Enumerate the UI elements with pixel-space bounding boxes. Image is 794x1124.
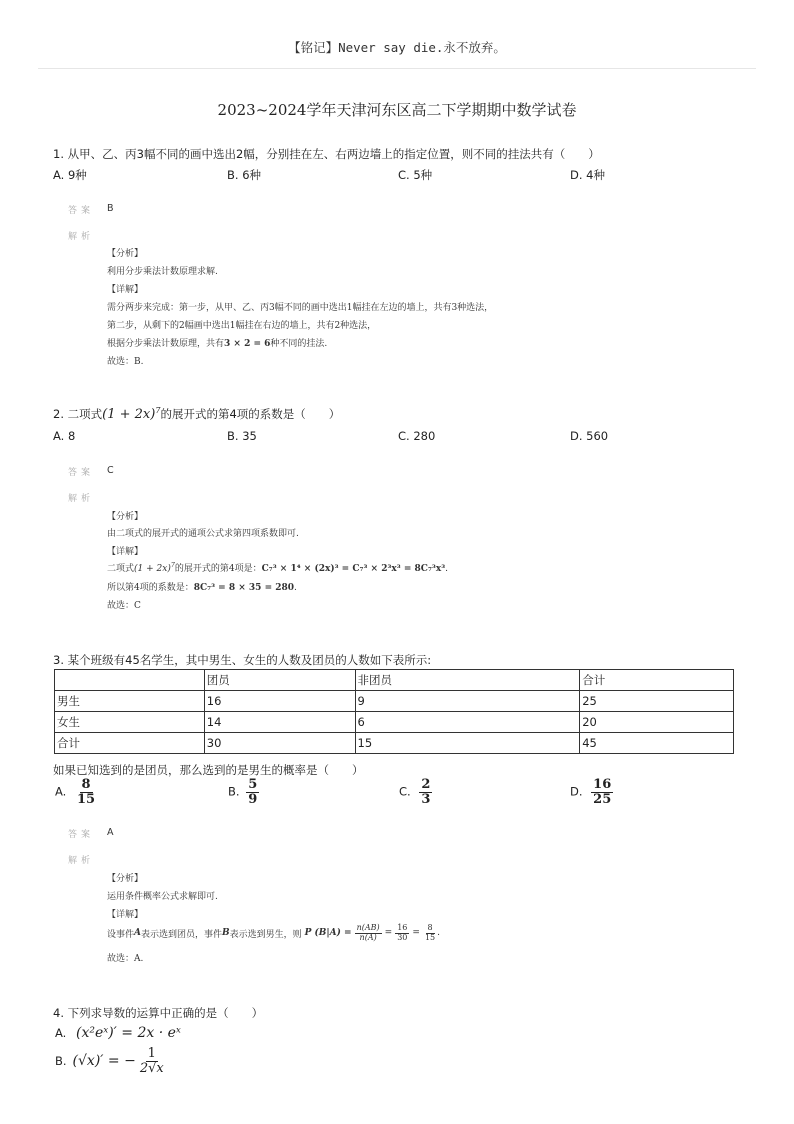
fraction-denominator: n(A) [359, 932, 377, 942]
q3-option-fraction [419, 778, 432, 806]
q1-sol-text: 种不同的挂法. [270, 339, 328, 349]
fraction-denominator: 30 [397, 932, 408, 942]
q2-sol-formula: (1 + 2x) [134, 564, 171, 574]
q1-sol-line: 故选：B. [107, 357, 144, 367]
fraction-numerator: n(AB) [356, 923, 380, 933]
q4-option-a-formula: (x²eˣ)′ = 2x · eˣ [75, 1025, 181, 1041]
table-cell: 30 [204, 733, 355, 754]
table-cell: 14 [204, 712, 355, 733]
q3-sol-fraction [423, 924, 437, 942]
table-header-cell: 非团员 [355, 670, 580, 691]
q3-sol-heading-detail: 【详解】 [107, 910, 144, 920]
q1-stem: 1. 从甲、乙、丙3幅不同的画中选出2幅，分别挂在左、右两边墙上的指定位置，则不同的挂法共有（ ） [53, 147, 600, 161]
fraction-denominator: 3 [421, 791, 431, 807]
q1-sol-line [107, 336, 327, 349]
q3-sol-formula: P (B|A) = [304, 928, 352, 938]
table-header-cell: 团员 [204, 670, 355, 691]
q2-sol-line [107, 580, 297, 593]
header-divider [38, 68, 756, 69]
q4-option-b [55, 1047, 166, 1075]
fraction-numerator: 16 [397, 923, 408, 933]
q2-stem [53, 406, 340, 422]
q2-sol-text: . [445, 564, 449, 574]
q3-sol-line: 运用条件概率公式求解即可. [107, 892, 218, 902]
q1-analysis-label: 解析 [68, 232, 95, 242]
q3-option-d [570, 778, 613, 806]
q3-sol-heading-analysis: 【分析】 [107, 874, 144, 884]
q2-stem-text: 2. 二项式 [53, 407, 103, 421]
q2-option-a: A. 8 [53, 429, 76, 443]
q2-answer-value: C [107, 465, 114, 476]
table-cell: 16 [204, 691, 355, 712]
table-cell: 45 [580, 733, 734, 754]
q2-sol-formula: C₇³ × 1⁴ × (2x)³ = C₇³ × 2³x³ = 8C₇³x³ [261, 564, 446, 574]
q2-sol-line: 由二项式的展开式的通项公式求第四项系数即可. [107, 529, 299, 539]
q1-sol-line: 需分两步来完成：第一步，从甲、乙、丙3幅不同的画中选出1幅挂在左边的墙上，共有3种选法， [107, 303, 494, 313]
q3-option-b [228, 778, 259, 806]
q1-option-c: C. 5种 [398, 168, 433, 182]
fraction-numerator: 2 [421, 777, 431, 792]
q3-answer-label: 答案 [68, 830, 95, 840]
q3-option-a [55, 778, 97, 806]
q2-option-c: C. 280 [398, 429, 436, 443]
q1-sol-formula: 3 × 2 = 6 [224, 339, 271, 349]
q3-sol-text: 表示选到男生，则 [229, 929, 302, 940]
table-header-cell [55, 670, 205, 691]
q3-data-table [54, 669, 734, 754]
q3-question: 如果已知选到的是团员，那么选到的是男生的概率是（ ） [53, 763, 364, 777]
q3-analysis-label: 解析 [68, 856, 95, 866]
q2-sol-text: 所以第4项的系数是： [107, 583, 194, 593]
q3-option-label: B. [228, 784, 240, 799]
q3-sol-text: 设事件 [107, 929, 135, 940]
q3-sol-text: 表示选到团员，事件 [141, 929, 223, 940]
q2-sol-text: . [294, 583, 297, 593]
q2-option-d: D. 560 [570, 429, 609, 443]
q3-option-label: D. [570, 784, 583, 799]
q1-sol-text: 根据分步乘法计数原理，共有 [107, 339, 225, 349]
table-cell: 男生 [55, 691, 205, 712]
q4-option-b-formula: (√x)′ = − [72, 1053, 136, 1070]
q1-option-b: B. 6种 [227, 168, 262, 182]
q1-option-d: D. 4种 [570, 168, 605, 182]
table-cell: 9 [355, 691, 580, 712]
fraction-numerator: 1 [147, 1046, 156, 1061]
table-cell: 女生 [55, 712, 205, 733]
q4-option-label: B. [55, 1054, 67, 1069]
q3-sol-line [107, 919, 440, 947]
q3-sol-equals: = [412, 928, 420, 938]
q2-sol-heading-analysis: 【分析】 [107, 512, 144, 522]
q3-sol-var: A [134, 928, 141, 938]
q2-answer-label: 答案 [68, 468, 95, 478]
q4-option-label: A. [55, 1026, 67, 1040]
q3-option-c [399, 778, 432, 806]
q2-sol-heading-detail: 【详解】 [107, 547, 144, 557]
table-cell: 15 [355, 733, 580, 754]
q3-sol-text: . [437, 928, 441, 938]
q3-sol-equals: = [384, 928, 393, 938]
q1-sol-line: 第二步，从剩下的2幅画中选出1幅挂在右边的墙上，共有2种选法， [107, 321, 377, 331]
q3-option-fraction [75, 778, 97, 806]
q3-sol-fraction [395, 924, 409, 942]
page-title: 2023~2024学年天津河东区高二下学期期中数学试卷 [217, 101, 577, 119]
table-row [55, 712, 734, 733]
q3-sol-fraction [355, 924, 382, 942]
q2-stem-text: 的展开式的第4项的系数是（ ） [160, 407, 341, 421]
q3-option-fraction [591, 778, 613, 806]
q1-sol-line: 利用分步乘法计数原理求解. [107, 267, 218, 277]
q3-option-fraction [246, 778, 259, 806]
fraction-numerator: 16 [593, 777, 612, 792]
q2-sol-exponent: 7 [170, 562, 175, 569]
q2-sol-formula: 8C₇³ = 8 × 35 = 280 [193, 583, 295, 593]
fraction-numerator: 8 [427, 923, 433, 933]
q2-option-b: B. 35 [227, 429, 257, 443]
q4-stem: 4. 下列求导数的运算中正确的是（ ） [53, 1006, 264, 1020]
table-row [55, 733, 734, 754]
q2-analysis-label: 解析 [68, 494, 95, 504]
q1-sol-heading-analysis: 【分析】 [107, 249, 144, 259]
q2-sol-line [107, 561, 448, 574]
q1-option-a: A. 9种 [53, 168, 87, 182]
q2-stem-exponent: 7 [155, 406, 161, 416]
q3-answer-value: A [107, 827, 114, 838]
fraction-denominator: 25 [593, 791, 612, 807]
table-cell: 20 [580, 712, 734, 733]
table-cell: 合计 [55, 733, 205, 754]
q1-answer-label: 答案 [68, 206, 95, 216]
q1-answer-value: B [107, 203, 114, 214]
table-header-cell: 合计 [580, 670, 734, 691]
q3-sol-var: B [222, 928, 230, 938]
table-cell: 6 [355, 712, 580, 733]
q4-option-b-fraction [138, 1047, 166, 1075]
q1-sol-heading-detail: 【详解】 [107, 285, 144, 295]
q2-stem-formula: (1 + 2x) [102, 407, 156, 422]
q4-option-a [55, 1025, 181, 1041]
fraction-numerator: 5 [248, 777, 258, 792]
fraction-denominator: 9 [248, 791, 258, 807]
fraction-denominator: 2√x [139, 1060, 164, 1076]
q2-sol-text: 的展开式的第4项是： [174, 564, 262, 574]
table-row [55, 691, 734, 712]
q3-option-label: A. [55, 784, 67, 799]
q3-stem: 3. 某个班级有45名学生，其中男生、女生的人数及团员的人数如下表所示: [53, 653, 432, 667]
q3-sol-line: 故选：A. [107, 954, 144, 964]
table-cell: 25 [580, 691, 734, 712]
q2-sol-line: 故选：C [107, 601, 141, 611]
table-header-row [55, 670, 734, 691]
q3-option-label: C. [399, 784, 411, 799]
fraction-numerator: 8 [81, 777, 91, 792]
q2-sol-text: 二项式 [107, 564, 135, 574]
fraction-denominator: 15 [424, 932, 436, 942]
fraction-denominator: 15 [76, 791, 96, 807]
header-motto: 【铭记】Never say die.永不放弃。 [288, 40, 506, 55]
